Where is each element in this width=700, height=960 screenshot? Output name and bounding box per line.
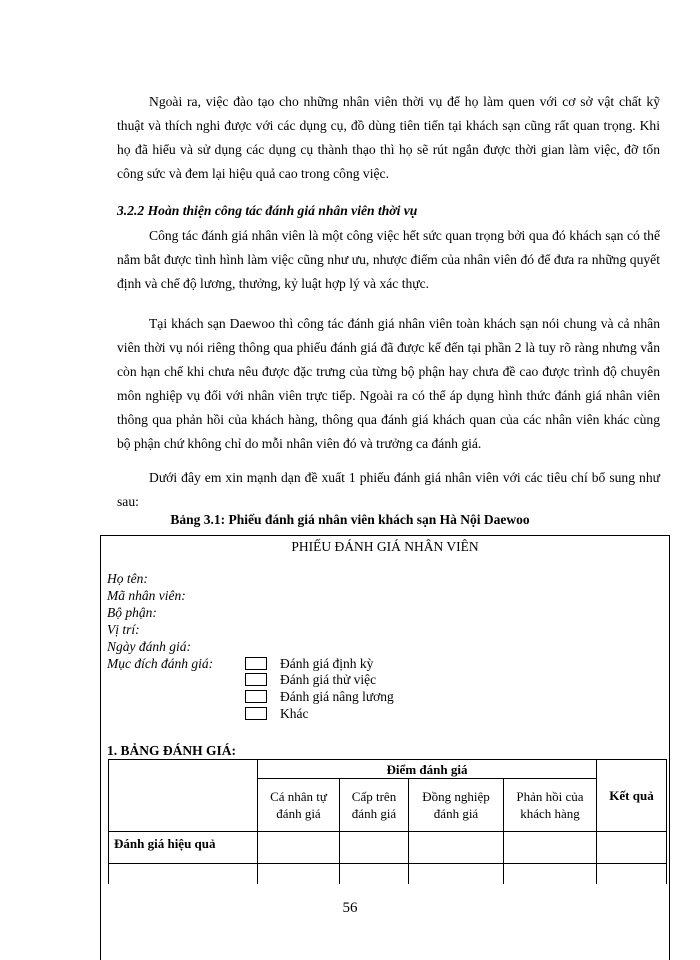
paragraph-training: Ngoài ra, việc đào tạo cho những nhân viên thời vụ để họ làm quen với cơ sở vật chất kỹ thuật và thích nghi được với các dụng cụ, đồ dùng tiên tiến tại khách sạn cũng rất quan trọng. Khi họ đã hiểu và sử dụng các dụng cụ thành thạo thì họ sẽ rút ngắn được thời gian làm việc, đỡ tốn công sức và đem lại hiệu quả cao trong công việc.: [117, 94, 660, 181]
evaluation-table: [108, 759, 667, 884]
field-department: Bộ phận:: [107, 605, 157, 620]
column-supervisor-evaluation: Cấp trên đánh giá: [340, 779, 409, 832]
evaluation-form: [100, 535, 670, 960]
table-cell: [340, 864, 409, 884]
checkbox-probation[interactable]: [245, 673, 267, 686]
section-heading: 3.2.2 Hoàn thiện công tác đánh giá nhân viên thời vụ: [117, 203, 418, 218]
checkbox-salary-raise[interactable]: [245, 690, 267, 703]
evaluation-table-title: 1. BẢNG ĐÁNH GIÁ:: [107, 743, 237, 758]
table-cell[interactable]: [597, 832, 667, 864]
table-cell[interactable]: [504, 832, 597, 864]
option-other-label: Khác: [280, 706, 309, 721]
table-cell[interactable]: [340, 832, 409, 864]
table-cell: [109, 864, 258, 884]
table-cell[interactable]: [258, 832, 340, 864]
checkbox-other[interactable]: [245, 707, 267, 720]
column-self-evaluation: Cá nhân tự đánh giá: [258, 779, 340, 832]
option-probation-label: Đánh giá thử việc: [280, 672, 377, 687]
paragraph-evaluation-importance: Công tác đánh giá nhân viên là một công việc hết sức quan trọng bởi qua đó khách sạn có thể nắm bắt được tình hình làm việc cũng như ưu, nhược điểm của nhân viên đó để đưa ra những quyết định và chế độ lương, thưởng, kỷ luật hợp lý và xác thực.: [117, 228, 660, 291]
table-cell[interactable]: [409, 832, 504, 864]
option-periodic-label: Đánh giá định kỳ: [280, 656, 374, 671]
field-evaluation-purpose: Mục đích đánh giá:: [107, 656, 214, 671]
paragraph-daewoo-evaluation: Tại khách sạn Daewoo thì công tác đánh giá nhân viên toàn khách sạn nói chung và cả nhân viên thời vụ nói riêng thông qua phiếu đánh giá đã được kể đến tại phần 2 là tuy rõ ràng nhưng vẫn còn hạn chế khi chưa nêu được đặc trưng của từng bộ phận hay chưa đề cao được trình độ chuyên môn nghiệp vụ đối với nhân viên trực tiếp. Ngoài ra có thể áp dụng hình thức đánh giá nhân viên thông qua phản hồi của khách hàng, thông qua đánh giá khách quan của các nhân viên khác cùng bộ phận chứ không chỉ do mỗi nhân viên đó và trưởng ca đánh giá.: [117, 316, 660, 451]
table-cell: [409, 864, 504, 884]
paragraph-proposal: Dưới đây em xin mạnh dạn đề xuất 1 phiếu đánh giá nhân viên với các tiêu chí bổ sung như sau:: [117, 470, 660, 509]
form-title: PHIẾU ĐÁNH GIÁ NHÂN VIÊN: [291, 539, 479, 554]
row-performance-label: Đánh giá hiệu quả: [109, 832, 258, 864]
field-evaluation-date: Ngày đánh giá:: [107, 639, 191, 654]
result-header: Kết quả: [597, 760, 667, 832]
field-employee-id: Mã nhân viên:: [107, 588, 186, 603]
checkbox-periodic[interactable]: [245, 657, 267, 670]
table-cell: [597, 864, 667, 884]
field-position: Vị trí:: [107, 622, 140, 637]
page-number: 56: [342, 900, 358, 916]
option-salary-raise-label: Đánh giá nâng lương: [280, 689, 394, 704]
table-caption: Bảng 3.1: Phiếu đánh giá nhân viên khách sạn Hà Nội Daewoo: [170, 512, 530, 527]
column-colleague-evaluation: Đồng nghiệp đánh giá: [409, 779, 504, 832]
table-cell: [504, 864, 597, 884]
field-full-name: Họ tên:: [107, 571, 148, 586]
score-group-header: Điểm đánh giá: [258, 760, 597, 779]
criteria-header-cell: [109, 760, 258, 832]
table-cell: [258, 864, 340, 884]
column-customer-feedback: Phản hồi của khách hàng: [504, 779, 597, 832]
